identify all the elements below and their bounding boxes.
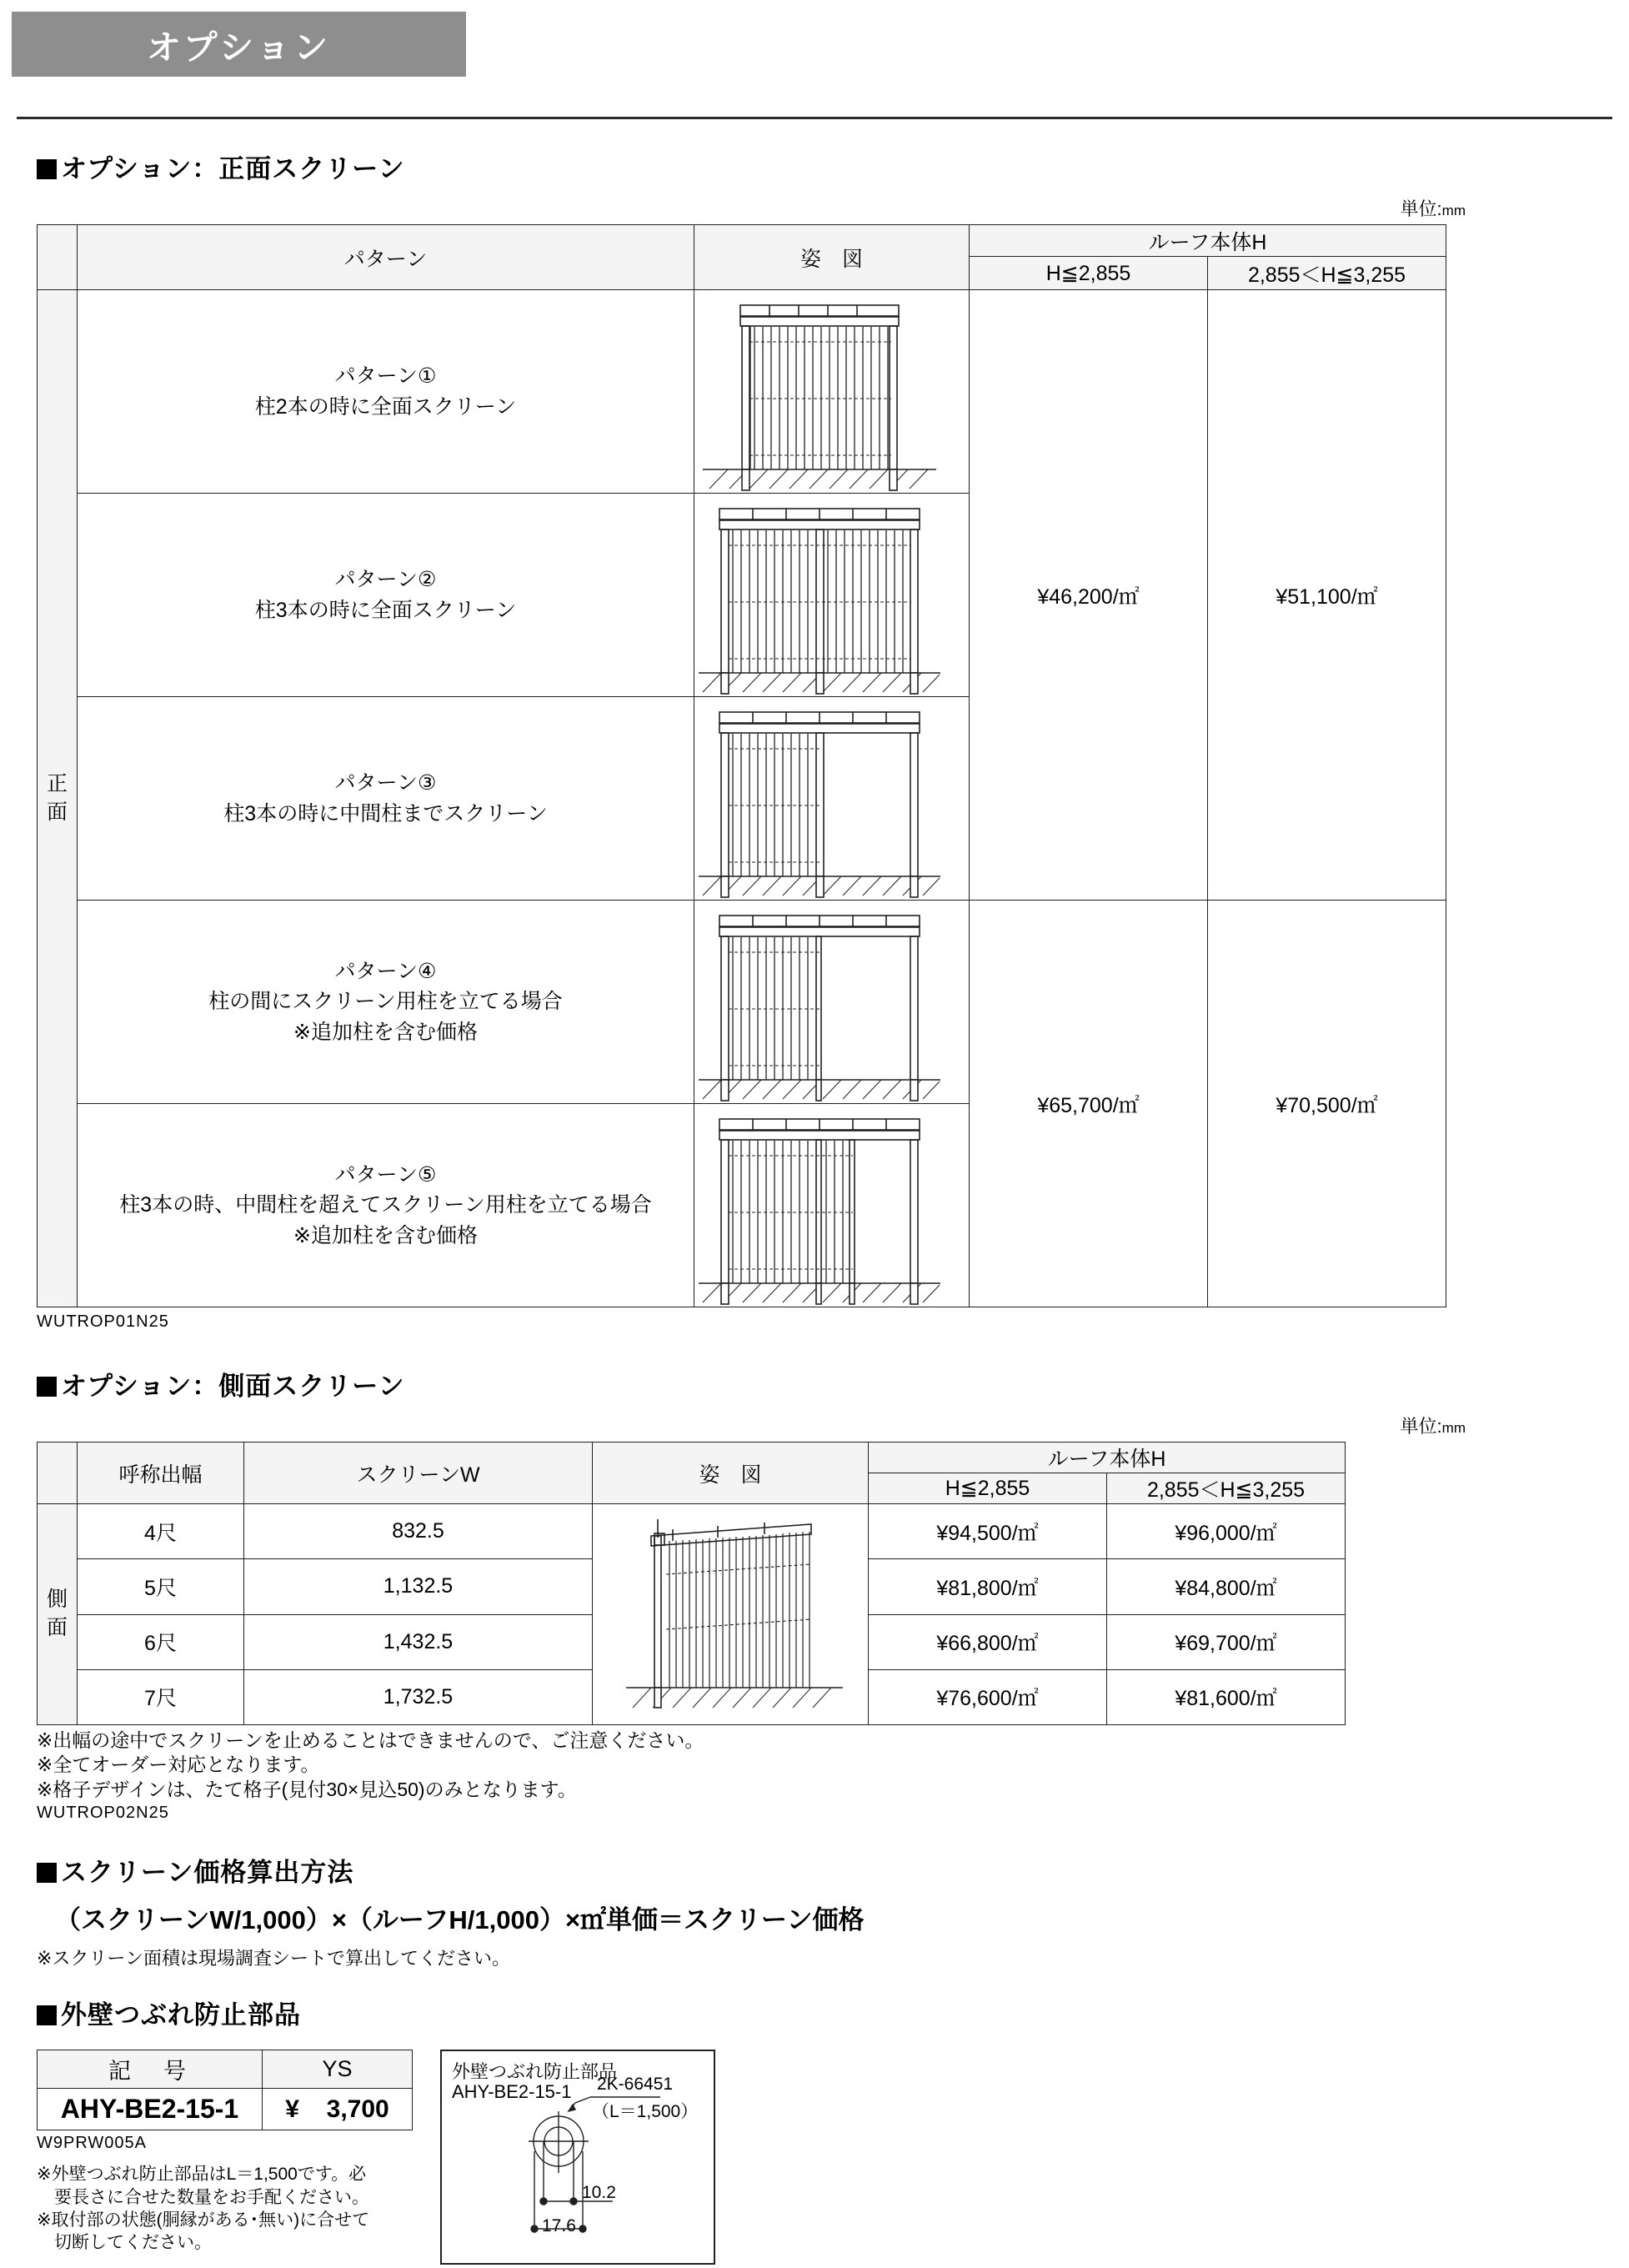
front-header-roof-body: ルーフ本体H: [970, 225, 1446, 257]
calc-note: ※スクリーン面積は現場調査シートで算出してください。: [37, 1948, 510, 1969]
table-row: [38, 2089, 413, 2130]
part-detail-diagram: [440, 2050, 715, 2265]
side-price-4-large: ¥81,600/㎡: [1107, 1669, 1346, 1724]
bullet-square-icon: [37, 159, 57, 179]
side-header-h-large: 2,855＜H≦3,255: [1107, 1473, 1346, 1504]
side-screenw-4: 1,732.5: [244, 1669, 593, 1724]
side-screenw-3: 1,432.5: [244, 1614, 593, 1669]
front-header-figure: 姿 図: [694, 225, 970, 290]
side-nominal-2: 5尺: [78, 1559, 244, 1614]
pattern-desc-4b: ※追加柱を含む価格: [293, 1020, 478, 1044]
part-price-value: 3,700: [326, 2095, 389, 2123]
side-nominal-1: 4尺: [78, 1504, 244, 1559]
front-header-h-small: H≦2,855: [970, 257, 1208, 290]
figure-cell-5: [694, 1104, 970, 1307]
pattern-desc-4a: 柱の間にスクリーン用柱を立てる場合: [208, 990, 563, 1014]
front-side-label-char-1: 正: [46, 771, 68, 795]
part-header-row: [38, 2050, 413, 2089]
part-left-column: [0, 2050, 434, 2254]
part-note-4: 切断してください。: [37, 2233, 212, 2253]
front-screen-heading: [37, 148, 1629, 185]
pattern-title-5: パターン⑤: [334, 1163, 437, 1187]
page-banner: [12, 12, 466, 77]
figure-cell-4: [694, 901, 970, 1104]
table-row: [38, 290, 1446, 494]
calc-heading-text: スクリーン価格算出方法: [61, 1858, 354, 1888]
side-price-1-small: ¥94,500/㎡: [869, 1504, 1107, 1559]
pattern-cell-5: [78, 1104, 694, 1307]
part-price-cell: [263, 2089, 413, 2130]
bullet-square-icon: [37, 1863, 57, 1883]
side-table-header-row-1: [38, 1443, 1346, 1473]
header-divider: [17, 117, 1612, 119]
side-screen-heading-text: オプション：側面スクリーン: [61, 1372, 405, 1401]
front-unit-text: 単位:: [1400, 198, 1442, 219]
figure-cell-2: [694, 494, 970, 697]
detail-drawing-svg: [442, 2051, 717, 2266]
table-row: [38, 1504, 1346, 1559]
part-note-3: ※取付部の状態(胴縁がある･無い)に合せて: [37, 2210, 370, 2230]
side-price-2-small: ¥81,800/㎡: [869, 1559, 1107, 1614]
calc-heading: [37, 1851, 1629, 1889]
side-price-3-large: ¥69,700/㎡: [1107, 1614, 1346, 1669]
front-footer-code: WUTROP01N25: [37, 1312, 169, 1331]
table-row: [38, 901, 1446, 1104]
pattern-cell-4: [78, 901, 694, 1104]
side-header-figure: 姿 図: [593, 1443, 869, 1504]
part-footer-code: W9PRW005A: [37, 2134, 148, 2153]
pattern-title-2: パターン②: [334, 568, 437, 592]
figure-cell-1: [694, 290, 970, 494]
pattern-title-4: パターン④: [334, 960, 437, 984]
part-note-1: ※外壁つぶれ防止部品はL＝1,500です。必: [37, 2165, 367, 2185]
side-footer-code: WUTROP02N25: [37, 1804, 169, 1823]
front-price-2-large: ¥70,500/㎡: [1208, 901, 1446, 1307]
part-yen-sign: ¥: [285, 2095, 299, 2123]
banner-title: オプション: [146, 28, 332, 67]
front-price-1-small: ¥46,200/㎡: [970, 290, 1208, 901]
front-unit-label: [0, 195, 1466, 221]
part-heading: [37, 1994, 1629, 2031]
pattern-cell-3: [78, 697, 694, 901]
side-screen-table: [37, 1442, 1346, 1725]
detail-dim-outer: 17.6: [542, 2216, 576, 2236]
side-side-label-char-1: 側: [46, 1588, 68, 1612]
side-price-4-small: ¥76,600/㎡: [869, 1669, 1107, 1724]
part-symbol-value: AHY-BE2-15-1: [38, 2089, 263, 2130]
side-note-2: ※全てオーダー対応となります。: [37, 1754, 320, 1776]
part-section-body: [0, 2050, 1629, 2265]
screen-figure-half-3-posts: [694, 699, 945, 899]
pattern-title-1: パターン①: [334, 364, 437, 389]
side-figure-cell: [593, 1504, 869, 1725]
detail-part-no: 2K-66451: [597, 2075, 674, 2095]
pattern-desc-5b: ※追加柱を含む価格: [293, 1223, 478, 1247]
front-unit-mm: mm: [1441, 203, 1466, 218]
front-side-label: [38, 290, 78, 1307]
bullet-square-icon: [37, 1377, 57, 1397]
pattern-title-3: パターン③: [334, 771, 437, 795]
front-screen-table: [37, 224, 1446, 1307]
pattern-desc-3: 柱3本の時に中間柱までスクリーン: [223, 801, 548, 825]
side-screenw-1: 832.5: [244, 1504, 593, 1559]
front-header-h-large: 2,855＜H≦3,255: [1208, 257, 1446, 290]
screen-figure-full-3-posts: [694, 495, 945, 695]
pattern-cell-2: [78, 494, 694, 697]
front-header-corner: [38, 225, 78, 290]
part-note-2: 要長さに合せた数量をお手配ください。: [37, 2187, 369, 2207]
side-side-label: [38, 1504, 78, 1725]
side-unit-text: 単位:: [1400, 1416, 1442, 1437]
side-price-3-small: ¥66,800/㎡: [869, 1614, 1107, 1669]
side-note-1: ※出幅の途中でスクリーンを止めることはできませんので、ご注意ください。: [37, 1729, 704, 1751]
side-header-corner: [38, 1443, 78, 1504]
side-screen-heading: [37, 1365, 1629, 1402]
detail-title: 外壁つぶれ防止部品: [452, 2061, 618, 2083]
side-nominal-4: 7尺: [78, 1669, 244, 1724]
front-table-header-row-1: [38, 225, 1446, 257]
side-header-screen-w: スクリーンW: [244, 1443, 593, 1504]
front-price-1-large: ¥51,100/㎡: [1208, 290, 1446, 901]
page-header: [0, 0, 1629, 77]
part-heading-text: 外壁つぶれ防止部品: [61, 2000, 301, 2030]
side-price-2-large: ¥84,800/㎡: [1107, 1559, 1346, 1614]
front-header-pattern: パターン: [78, 225, 694, 290]
pattern-cell-1: [78, 290, 694, 494]
side-nominal-3: 6尺: [78, 1614, 244, 1669]
side-unit-mm: mm: [1441, 1420, 1466, 1436]
figure-cell-3: [694, 697, 970, 901]
detail-dim-inner: 10.2: [582, 2183, 616, 2203]
side-screen-figure: [593, 1504, 868, 1724]
screen-figure-full-2-posts: [694, 292, 945, 492]
screen-figure-post-beyond: [694, 1106, 945, 1306]
calc-formula: （スクリーンW/1,000）×（ルーフH/1,000）×㎡単価＝スクリーン価格: [55, 1905, 865, 1935]
front-side-label-char-2: 面: [46, 800, 68, 824]
side-header-h-small: H≦2,855: [869, 1473, 1107, 1504]
detail-length: （L＝1,500）: [592, 2102, 699, 2122]
side-note-3: ※格子デザインは、たて格子(見付30×見込50)のみとなります。: [37, 1778, 577, 1800]
side-notes: [37, 1729, 1629, 1802]
side-side-label-char-2: 面: [46, 1616, 68, 1639]
side-header-roof-body: ルーフ本体H: [869, 1443, 1346, 1473]
side-unit-label: [0, 1412, 1466, 1438]
part-notes: [37, 2163, 434, 2254]
detail-model: AHY-BE2-15-1: [452, 2081, 572, 2103]
pattern-desc-5a: 柱3本の時、中間柱を超えてスクリーン用柱を立てる場合: [119, 1193, 652, 1217]
front-price-2-small: ¥65,700/㎡: [970, 901, 1208, 1307]
screen-figure-post-between: [694, 902, 945, 1102]
side-header-nominal: 呼称出幅: [78, 1443, 244, 1504]
pattern-desc-2: 柱3本の時に全面スクリーン: [254, 598, 517, 622]
side-price-1-large: ¥96,000/㎡: [1107, 1504, 1346, 1559]
side-screenw-2: 1,132.5: [244, 1559, 593, 1614]
bullet-square-icon: [37, 2005, 57, 2025]
part-price-table: [37, 2050, 413, 2130]
front-screen-heading-text: オプション：正面スクリーン: [61, 154, 405, 183]
part-col-symbol: 記 号: [38, 2050, 263, 2089]
pattern-desc-1: 柱2本の時に全面スクリーン: [254, 394, 517, 419]
part-col-ys: YS: [263, 2050, 413, 2089]
